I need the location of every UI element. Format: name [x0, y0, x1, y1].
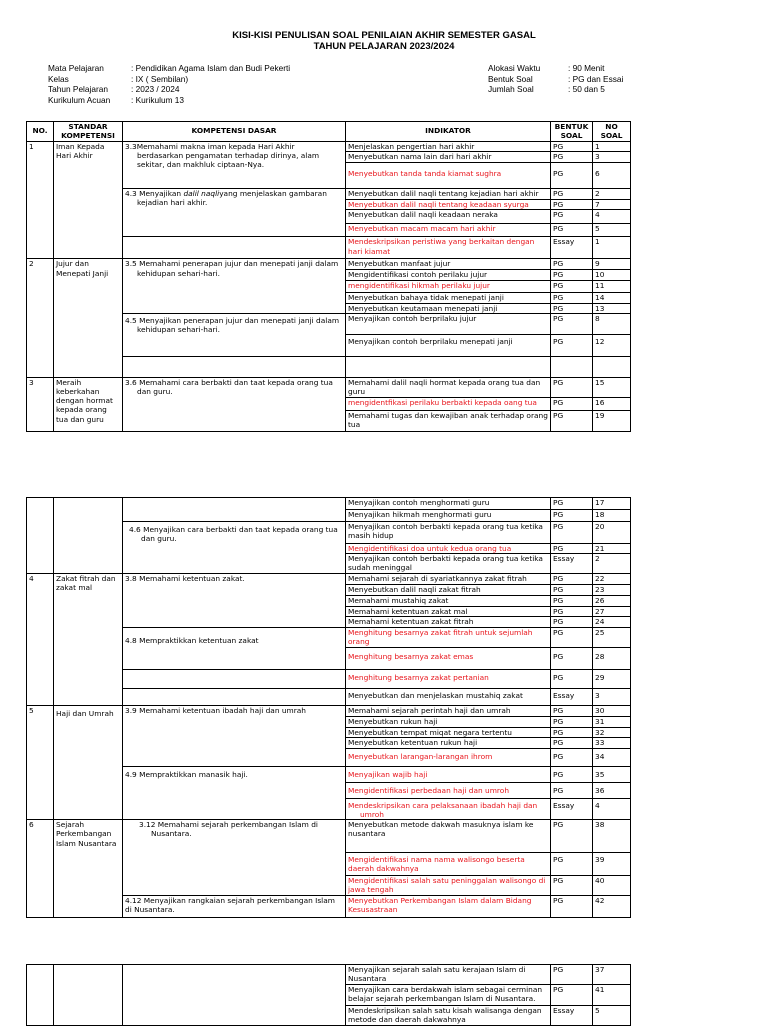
- bentuk-soal: PG: [551, 163, 593, 189]
- no-soal: 19: [593, 410, 631, 431]
- info-row: [48, 74, 290, 85]
- bentuk-soal: Essay: [551, 1006, 593, 1026]
- indikator: Menyebutkan dalil naqli tentang kejadian hari akhir: [346, 189, 551, 200]
- no-soal: 7: [593, 200, 631, 210]
- indikator: Menyajikan contoh menghormati guru: [346, 498, 551, 510]
- indikator: Menyajikan cara berdakwah islam sebagai cerminan belajar sejarah perkembangan Islam di Nusantara.: [346, 985, 551, 1006]
- no-soal: 5: [593, 1006, 631, 1026]
- no-soal: 17: [593, 498, 631, 510]
- empty-cell: [27, 498, 54, 574]
- empty-cell: [123, 498, 346, 522]
- table-row: [27, 259, 631, 270]
- info-label: Kelas: [48, 73, 69, 84]
- info-value: : Kurikulum 13: [131, 94, 185, 105]
- bentuk-soal: PG: [551, 853, 593, 876]
- no-soal: 5: [593, 224, 631, 237]
- no-soal: 29: [593, 669, 631, 688]
- info-value: : Pendidikan Agama Islam dan Budi Pekerti: [131, 63, 291, 73]
- no-soal: 4: [593, 798, 631, 819]
- kd-text: yang menjelaskan gambaran kejadian hari akhir.: [137, 189, 327, 208]
- bentuk-soal: PG: [551, 727, 593, 737]
- no-soal: 14: [593, 293, 631, 303]
- kompetensi-dasar: 3.8 Memahami ketentuan zakat.: [123, 574, 346, 627]
- bentuk-soal: PG: [551, 607, 593, 617]
- bentuk-soal: PG: [551, 596, 593, 607]
- bentuk-soal: Essay: [551, 688, 593, 705]
- bentuk-soal: PG: [551, 876, 593, 895]
- row-number: 4: [27, 574, 54, 705]
- indikator: Menyebutkan macam macam hari akhir: [346, 224, 551, 237]
- bentuk-soal: PG: [551, 410, 593, 431]
- empty-cell: [551, 356, 593, 377]
- info-right: [488, 63, 623, 95]
- no-soal: 39: [593, 853, 631, 876]
- indikator: Menyebutkan bahaya tidak menepati janji: [346, 293, 551, 303]
- bentuk-soal: PG: [551, 377, 593, 397]
- indikator: Menyebutkan dan menjelaskan mustahiq zakat: [346, 688, 551, 705]
- indikator: Menyebutkan dalil naqli zakat fitrah: [346, 585, 551, 596]
- indikator: Memahami sejarah perintah haji dan umrah: [346, 705, 551, 716]
- info-row: [488, 84, 623, 95]
- indikator: Menyebutkan rukun haji: [346, 716, 551, 727]
- bentuk-soal: PG: [551, 737, 593, 748]
- no-soal: 35: [593, 766, 631, 782]
- no-soal: 3: [593, 152, 631, 163]
- no-soal: 27: [593, 607, 631, 617]
- bentuk-soal: PG: [551, 766, 593, 782]
- indikator: Mendeskripsikan peristiwa yang berkaitan dengan hari kiamat: [346, 237, 551, 259]
- no-soal: 24: [593, 617, 631, 627]
- standar-kompetensi: Iman Kepada Hari Akhir: [54, 142, 123, 259]
- no-soal: 16: [593, 397, 631, 410]
- bentuk-soal: PG: [551, 574, 593, 585]
- info-value: : 90 Menit: [568, 63, 605, 73]
- no-soal: 6: [593, 163, 631, 189]
- info-row: [48, 84, 290, 95]
- bentuk-soal: PG: [551, 303, 593, 313]
- bentuk-soal: PG: [551, 510, 593, 522]
- bentuk-soal: Essay: [551, 237, 593, 259]
- kompetensi-dasar: 4.5 Menyajikan penerapan jujur dan menepati janji dalam kehidupan sehari-hari.: [123, 313, 346, 356]
- info-label: Bentuk Soal: [488, 73, 533, 84]
- kompetensi-dasar: 3.6 Memahami cara berbakti dan taat kepada orang tua dan guru.: [123, 377, 346, 431]
- bentuk-soal: PG: [551, 200, 593, 210]
- kompetensi-dasar: 4.12 Menyajikan rangkaian sejarah perkembangan Islam di Nusantara.: [123, 895, 346, 917]
- bentuk-soal: PG: [551, 895, 593, 917]
- header-kompetensi-dasar: KOMPETENSI DASAR: [123, 122, 346, 142]
- indikator: Menyebutkan keutamaan menepati janji: [346, 303, 551, 313]
- empty-cell: [123, 669, 346, 688]
- indikator: Mendeskripsikan salah satu kisah walisanga dengan metode dan daerah dakwahnya: [346, 1006, 551, 1026]
- no-soal: 3: [593, 688, 631, 705]
- bentuk-soal: PG: [551, 142, 593, 152]
- kisi-kisi-table-3: [26, 964, 631, 1026]
- bentuk-soal: PG: [551, 627, 593, 647]
- bentuk-soal: PG: [551, 313, 593, 334]
- kompetensi-dasar: 4.8 Mempraktikkan ketentuan zakat: [123, 627, 346, 669]
- bentuk-soal: PG: [551, 189, 593, 200]
- indikator: Menyajikan hikmah menghormati guru: [346, 510, 551, 522]
- document-subtitle: TAHUN PELAJARAN 2023/2024: [313, 41, 455, 52]
- bentuk-soal: PG: [551, 270, 593, 281]
- no-soal: 38: [593, 820, 631, 853]
- bentuk-soal: PG: [551, 617, 593, 627]
- row-number: 6: [27, 820, 54, 917]
- indikator: Menyajikan contoh berbakti kepada orang tua ketika masih hidup: [346, 522, 551, 544]
- kompetensi-dasar: [123, 189, 346, 237]
- bentuk-soal: PG: [551, 293, 593, 303]
- bentuk-soal: PG: [551, 259, 593, 270]
- empty-cell: [54, 965, 123, 1026]
- header-bentuk-soal: BENTUK SOAL: [551, 122, 593, 142]
- no-soal: 22: [593, 574, 631, 585]
- bentuk-soal: PG: [551, 647, 593, 669]
- indikator: Menyebutkan tempat miqat negara tertentu: [346, 727, 551, 737]
- no-soal: 20: [593, 522, 631, 544]
- indikator: Menyebutkan manfaat jujur: [346, 259, 551, 270]
- kompetensi-dasar: 4.6 Menyajikan cara berbakti dan taat kepada orang tua dan guru.: [123, 522, 346, 574]
- no-soal: 8: [593, 313, 631, 334]
- header-indikator: INDIKATOR: [346, 122, 551, 142]
- info-row: [48, 63, 290, 74]
- bentuk-soal: PG: [551, 820, 593, 853]
- table-row: [27, 820, 631, 853]
- empty-cell: [123, 688, 346, 705]
- no-soal: 1: [593, 237, 631, 259]
- row-number: 2: [27, 259, 54, 377]
- no-soal: 13: [593, 303, 631, 313]
- bentuk-soal: PG: [551, 152, 593, 163]
- kompetensi-dasar: 4.9 Mempraktikkan manasik haji.: [123, 766, 346, 819]
- indikator: Memahami dalil naqli hormat kepada orang tua dan guru: [346, 377, 551, 397]
- kompetensi-dasar: 3.5 Memahami penerapan jujur dan menepati janji dalam kehidupan sehari-hari.: [123, 259, 346, 313]
- bentuk-soal: PG: [551, 585, 593, 596]
- standar-kompetensi: Sejarah Perkembangan Islam Nusantara: [54, 820, 123, 917]
- empty-cell: [27, 965, 54, 1026]
- indikator: Menyebutkan dalil naqli tentang keadaan syurga: [346, 200, 551, 210]
- indikator: Mengidentifikasi perbedaan haji dan umroh: [346, 782, 551, 798]
- empty-cell: [123, 356, 346, 377]
- no-soal: 40: [593, 876, 631, 895]
- kompetensi-dasar: 3.3Memahami makna iman kepada Hari Akhir berdasarkan pengamatan terhadap dirinya, alam sekitar, dan makhluk ciptaan-Nya.: [123, 142, 346, 189]
- indikator: Menghitung besarnya zakat emas: [346, 647, 551, 669]
- indikator: Menghitung besarnya zakat fitrah untuk sejumlah orang: [346, 627, 551, 647]
- bentuk-soal: PG: [551, 498, 593, 510]
- bentuk-soal: Essay: [551, 554, 593, 574]
- bentuk-soal: PG: [551, 985, 593, 1006]
- standar-kompetensi: Haji dan Umrah: [54, 705, 123, 820]
- info-left: [48, 63, 290, 105]
- no-soal: 23: [593, 585, 631, 596]
- kd-text: 4.3 Menyajikan: [125, 189, 184, 199]
- no-soal: 30: [593, 705, 631, 716]
- indikator: Menyajikan wajib haji: [346, 766, 551, 782]
- empty-cell: [346, 356, 551, 377]
- info-label: Kurikulum Acuan: [48, 94, 111, 105]
- indikator: Menyajikan sejarah salah satu kerajaan Islam di Nusantara: [346, 965, 551, 985]
- table-row: [27, 498, 631, 510]
- no-soal: 41: [593, 985, 631, 1006]
- info-value: : 2023 / 2024: [131, 84, 180, 95]
- no-soal: 21: [593, 544, 631, 554]
- indikator: Memahami ketentuan zakat mal: [346, 607, 551, 617]
- no-soal: 12: [593, 334, 631, 356]
- indikator: Mengidentifikasi salah satu peninggalan walisongo di jawa tengah: [346, 876, 551, 895]
- kompetensi-dasar-empty: [123, 237, 346, 259]
- no-soal: 2: [593, 554, 631, 574]
- indikator: mengidentfikasi perilaku berbakti kepada oang tua: [346, 397, 551, 410]
- bentuk-soal: PG: [551, 705, 593, 716]
- no-soal: 28: [593, 647, 631, 669]
- kisi-kisi-table-2: [26, 497, 631, 918]
- table-header-row: [27, 122, 631, 142]
- indikator: Menghitung besarnya zakat pertanian: [346, 669, 551, 688]
- table-row: [27, 574, 631, 585]
- indikator: Menyajikan contoh berprilaku jujur: [346, 313, 551, 334]
- bentuk-soal: PG: [551, 210, 593, 224]
- no-soal: 31: [593, 716, 631, 727]
- header-no-soal: NO SOAL: [593, 122, 631, 142]
- info-row: [488, 63, 623, 74]
- row-number: 1: [27, 142, 54, 259]
- table-row: [27, 377, 631, 397]
- indikator: Menyebutkan dalil naqli keadaan neraka: [346, 210, 551, 224]
- kompetensi-dasar: 3.12 Memahami sejarah perkembangan Islam di Nusantara.: [123, 820, 346, 895]
- bentuk-soal: PG: [551, 748, 593, 766]
- info-row: [488, 74, 623, 85]
- bentuk-soal: PG: [551, 544, 593, 554]
- indikator: Memahami tugas dan kewajiban anak terhadap orang tua: [346, 410, 551, 431]
- empty-cell: [593, 356, 631, 377]
- row-number: 5: [27, 705, 54, 820]
- bentuk-soal: PG: [551, 782, 593, 798]
- no-soal: 1: [593, 142, 631, 152]
- indikator: Menyebutkan tanda tanda kiamat sughra: [346, 163, 551, 189]
- header-no: NO.: [27, 122, 54, 142]
- info-value: : IX ( Sembilan): [131, 73, 189, 84]
- bentuk-soal: PG: [551, 397, 593, 410]
- no-soal: 2: [593, 189, 631, 200]
- no-soal: 10: [593, 270, 631, 281]
- no-soal: 33: [593, 737, 631, 748]
- standar-kompetensi: Meraih keberkahan dengan hormat kepada orang tua dan guru: [54, 377, 123, 431]
- no-soal: 18: [593, 510, 631, 522]
- bentuk-soal: Essay: [551, 798, 593, 819]
- bentuk-soal: PG: [551, 965, 593, 985]
- indikator: Menyebutkan ketentuan rukun haji: [346, 737, 551, 748]
- kisi-kisi-table-1: [26, 121, 631, 432]
- kompetensi-dasar: 3.9 Memahami ketentuan ibadah haji dan umrah: [123, 705, 346, 766]
- bentuk-soal: PG: [551, 224, 593, 237]
- indikator: Mengidentifikasi contoh perilaku jujur: [346, 270, 551, 281]
- kd-text-italic: dalil naqli: [183, 189, 220, 199]
- indikator: Menyebutkan Perkembangan Islam dalam Bidang Kesusastraan: [346, 895, 551, 917]
- no-soal: 36: [593, 782, 631, 798]
- bentuk-soal: PG: [551, 334, 593, 356]
- indikator: Menyajikan contoh berbakti kepada orang tua ketika sudah meninggal: [346, 554, 551, 574]
- bentuk-soal: PG: [551, 281, 593, 293]
- table-row: [27, 142, 631, 152]
- header-standar-kompetensi: STANDAR KOMPETENSI: [54, 122, 123, 142]
- info-row: [48, 95, 290, 106]
- no-soal: 37: [593, 965, 631, 985]
- indikator: Menjelaskan pengertian hari akhir: [346, 142, 551, 152]
- table-row: [27, 705, 631, 716]
- bentuk-soal: PG: [551, 669, 593, 688]
- empty-cell: [123, 965, 346, 1026]
- info-label: Mata Pelajaran: [48, 63, 104, 73]
- indikator: Menyebutkan nama lain dari hari akhir: [346, 152, 551, 163]
- empty-cell: [54, 498, 123, 574]
- bentuk-soal: PG: [551, 716, 593, 727]
- info-label: Jumlah Soal: [488, 84, 534, 95]
- standar-kompetensi: Jujur dan Menepati Janji: [54, 259, 123, 377]
- indikator: Menyajikan contoh berprilaku menepati janji: [346, 334, 551, 356]
- no-soal: 4: [593, 210, 631, 224]
- no-soal: 9: [593, 259, 631, 270]
- standar-kompetensi: Zakat fitrah dan zakat mal: [54, 574, 123, 705]
- info-label: Tahun Pelajaran: [48, 84, 108, 95]
- table-row: [27, 965, 631, 985]
- no-soal: 15: [593, 377, 631, 397]
- no-soal: 11: [593, 281, 631, 293]
- indikator: Memahami ketentuan zakat fitrah: [346, 617, 551, 627]
- info-value: : 50 dan 5: [568, 84, 605, 95]
- document-title: KISI-KISI PENULISAN SOAL PENILAIAN AKHIR SEMESTER GASAL: [232, 30, 536, 41]
- indikator: Mengidentifikasi doa untuk kedua orang tua: [346, 544, 551, 554]
- indikator: Menyebutkan larangan-larangan ihrom: [346, 748, 551, 766]
- info-label: Alokasi Waktu: [488, 63, 541, 73]
- no-soal: 34: [593, 748, 631, 766]
- no-soal: 26: [593, 596, 631, 607]
- indikator: Menyebutkan metode dakwah masuknya islam ke nusantara: [346, 820, 551, 853]
- indikator: Mengidentifikasi nama nama walisongo beserta daerah dakwahnya: [346, 853, 551, 876]
- indikator: mengidentifikasi hikmah perilaku jujur: [346, 281, 551, 293]
- indikator: Memahami sejarah di syariatkannya zakat fitrah: [346, 574, 551, 585]
- no-soal: 25: [593, 627, 631, 647]
- no-soal: 32: [593, 727, 631, 737]
- info-value: : PG dan Essai: [568, 73, 624, 84]
- bentuk-soal: PG: [551, 522, 593, 544]
- indikator: Memahami mustahiq zakat: [346, 596, 551, 607]
- row-number: 3: [27, 377, 54, 431]
- no-soal: 42: [593, 895, 631, 917]
- indikator: Mendeskripsikan cara pelaksanaan ibadah haji dan umroh: [346, 798, 551, 819]
